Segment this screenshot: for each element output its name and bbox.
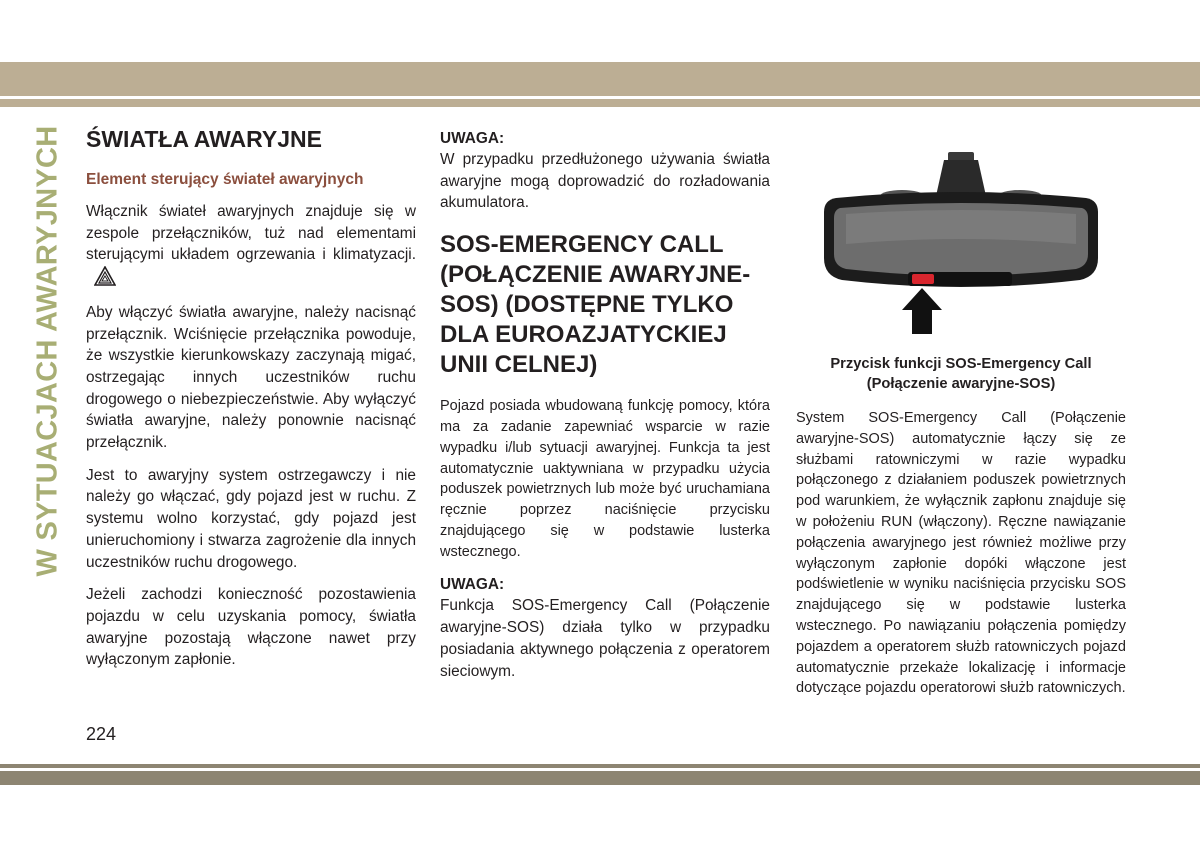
column-right — [796, 148, 1126, 699]
page-number: 224 — [86, 724, 117, 744]
column-left — [86, 126, 416, 682]
section-title: ŚWIATŁA AWARYJNE — [86, 126, 322, 152]
sos-button — [912, 274, 934, 284]
header-band — [0, 62, 1200, 96]
rearview-mirror-illustration — [796, 148, 1126, 348]
footer-band — [0, 771, 1200, 785]
header-rule — [0, 99, 1200, 107]
paragraph: System SOS-Emergency Call (Połączenie awaryjne-SOS) automatycznie łączy się ze służbami ratowniczymi w razie wypadku połączonego z działaniem poduszek powietrznych pod warunkiem, że wyłącznik zapłonu znajduje się w położeniu RUN (włączony). Ręczne nawiązanie połączenia awaryjnego jest również możliwe przy wyłączonym zapłonie dopóki włączone jest podświetlenie w wyniku naciśnięcia przycisku SOS znajdującego się w podstawie lusterka wstecznego. Po nawiązaniu połączenia pomiędzy pojazdem a operatorem służb ratowniczych pojazd automatycznie przekaże lokalizację i informacje dotyczące pojazdu operatorowi służb ratowniczych. — [796, 410, 1126, 697]
footer-rule — [0, 764, 1200, 768]
section-tab-label: W SYTUACJACH AWARYJNYCH — [31, 125, 64, 577]
up-arrow-icon — [902, 288, 942, 334]
figure-caption: Przycisk funkcji SOS-Emergency Call (Połączenie awaryjne-SOS) — [830, 356, 1092, 392]
paragraph-text: Włącznik świateł awaryjnych znajduje się w zespole przełączników, tuż nad elementami sterującymi układem ogrzewania i klimatyzacji. — [86, 203, 416, 264]
paragraph: Aby włączyć światła awaryjne, należy nacisnąć przełącznik. Wciśnięcie przełącznika powoduje, że wszystkie kierunkowskazy zaczynają migać, ostrzegając innych uczestników ruchu drogowego o niebezpieczeństwie. Aby wyłączyć światła awaryjne, należy ponownie nacisnąć przełącznik. — [86, 303, 416, 452]
hazard-triangle-icon — [94, 266, 116, 286]
note-label: UWAGA: — [440, 130, 505, 147]
paragraph — [86, 201, 416, 291]
note-text: W przypadku przedłużonego używania światła awaryjne mogą doprowadzić do rozładowania akumulatora. — [440, 151, 770, 212]
rearview-mirror-figure — [796, 148, 1126, 348]
column-middle — [440, 128, 770, 682]
section-heading: SOS-EMERGENCY CALL (POŁĄCZENIE AWARYJNE-SOS) (DOSTĘPNE TYLKO DLA EUROAZJATYCKIEJ UNII CELNEJ) — [440, 231, 751, 379]
note-label: UWAGA: — [440, 576, 505, 594]
paragraph: Jeżeli zachodzi konieczność pozostawienia pojazdu w celu uzyskania pomocy, światła awaryjne pozostają włączone nawet przy wyłączonym zapłonie. — [86, 586, 416, 669]
paragraph: Pojazd posiada wbudowaną funkcję pomocy, która ma za zadanie zapewniać wsparcie w razie wypadku i/lub sytuacji awaryjnej. Funkcja ta jest automatycznie uaktywniana w przypadku użycia poduszek powietrznych lub może być uruchamiana ręcznie poprzez naciśnięcie przycisku znajdującego się w podstawie lusterka wstecznego. — [440, 398, 770, 560]
section-subtitle: Element sterujący świateł awaryjnych — [86, 171, 364, 188]
note-text: Funkcja SOS-Emergency Call (Połączenie awaryjne-SOS) działa tylko w przypadku posiadania aktywnego połączenia z operatorem sieciowym. — [440, 597, 770, 680]
paragraph: Jest to awaryjny system ostrzegawczy i nie należy go włączać, gdy pojazd jest w ruchu. Z systemu wolno korzystać, gdy pojazd jest unieruchomiony i stwarza zagrożenie dla innych uczestników ruchu drogowego. — [86, 466, 416, 571]
section-side-tab — [28, 125, 68, 577]
